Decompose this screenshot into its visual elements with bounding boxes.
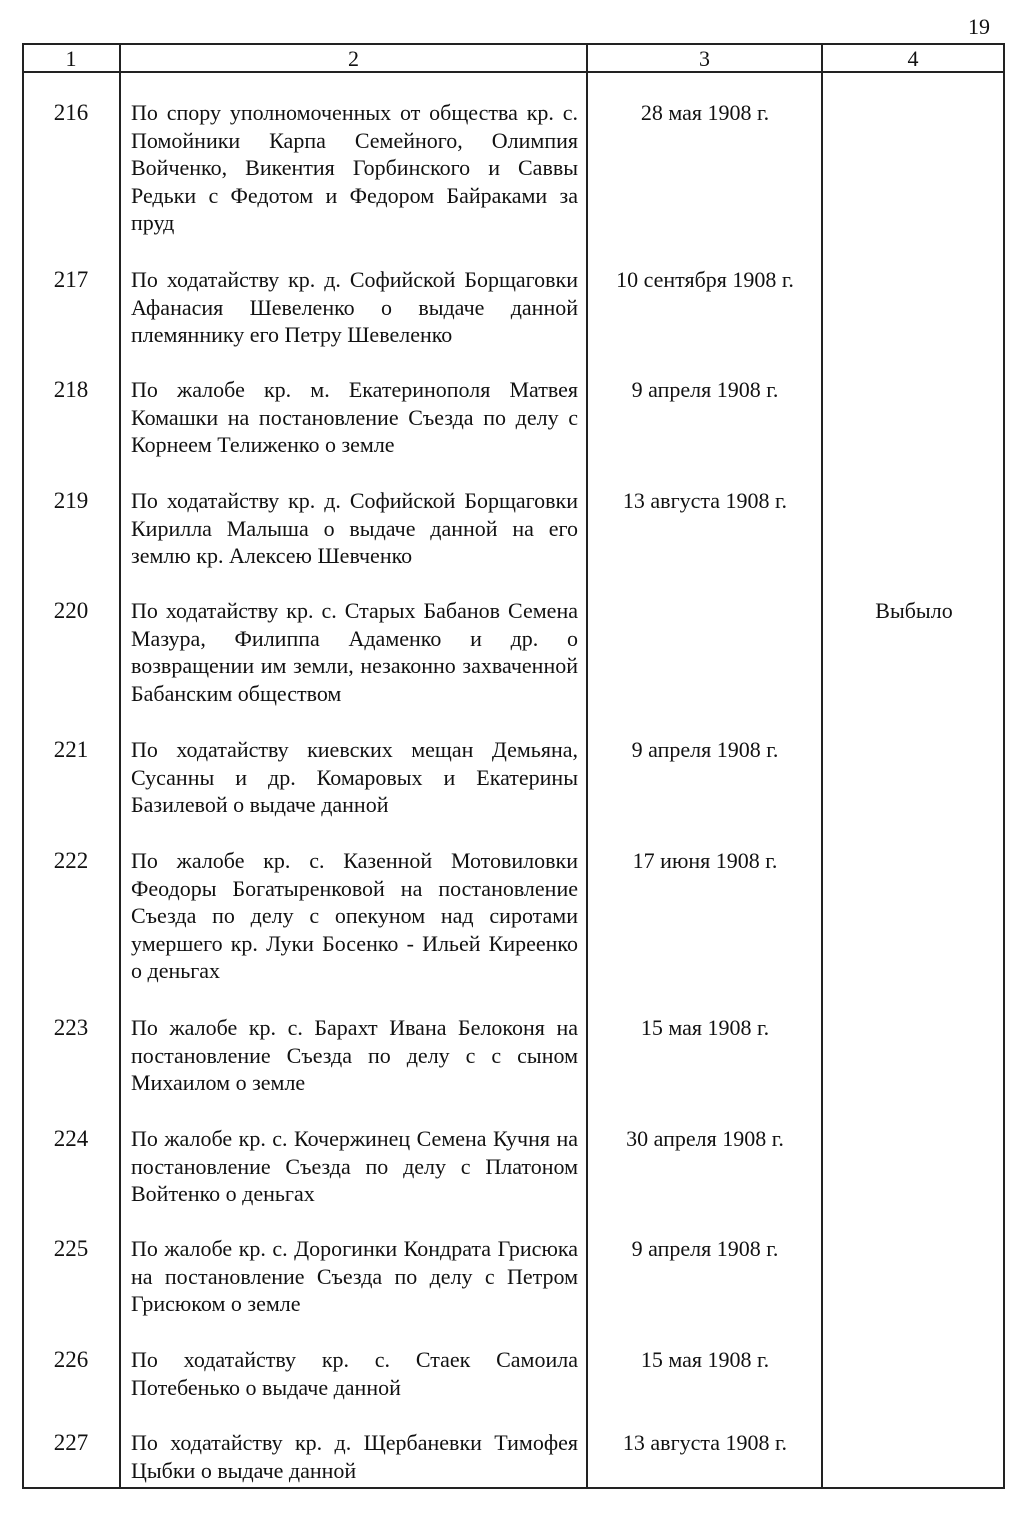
column-header-4: 4 — [907, 46, 919, 71]
row-number: 219 — [53, 488, 89, 513]
row-date: 15 мая 1908 г. — [640, 1015, 770, 1040]
row-date: 30 апреля 1908 г. — [626, 1126, 784, 1151]
row-date: 9 апреля 1908 г. — [631, 1236, 779, 1261]
row-date: 13 августа 1908 г. — [622, 488, 788, 513]
column-header-2: 2 — [348, 46, 359, 71]
column-border — [821, 44, 823, 1489]
column-border — [22, 44, 24, 1489]
row-number: 227 — [53, 1430, 89, 1455]
row-description: По жалобе кр. с. Кочержинец Семена Кучня на постановление Съезда по делу с Платоном Войтенко о деньгах — [131, 1126, 578, 1206]
column-header-1: 1 — [65, 46, 77, 71]
row-description: По жалобе кр. с. Барахт Ивана Белоконя на постановление Съезда по делу с с сыном Михаилом о земле — [131, 1015, 578, 1095]
row-date: 17 июня 1908 г. — [632, 848, 778, 873]
row-number: 223 — [53, 1015, 89, 1040]
row-description: По жалобе кр. м. Екатеринополя Матвея Комашки на постановление Съезда по делу с Корнеем Телиженко о земле — [131, 377, 578, 457]
row-description: По ходатайству кр. д. Софийской Борщаговки Афанасия Шевеленко о выдаче данной племяннику его Петру Шевеленко — [131, 267, 578, 347]
row-date: 9 апреля 1908 г. — [631, 377, 779, 402]
row-description: По спору уполномоченных от общества кр. с. Помойники Карпа Семейного, Олимпия Войченко, Викентия Горбинского и Саввы Редьки с Федотом и Федором Байраками за пруд — [131, 100, 578, 235]
row-description: По ходатайству кр. с. Старых Бабанов Семена Мазура, Филиппа Адаменко и др. о возвращении им земли, незаконно захваченной Бабанским обществом — [131, 598, 578, 706]
column-border — [586, 44, 588, 1489]
column-border — [1003, 44, 1005, 1489]
table-top-border — [22, 43, 1005, 45]
row-date: 13 августа 1908 г. — [622, 1430, 788, 1455]
row-number: 216 — [53, 100, 89, 125]
row-description: По ходатайству кр. д. Щербаневки Тимофея Цыбки о выдаче данной — [131, 1430, 578, 1483]
row-date: 28 мая 1908 г. — [640, 100, 770, 125]
column-border — [119, 44, 121, 1489]
row-number: 221 — [53, 737, 89, 762]
row-number: 220 — [53, 598, 89, 623]
row-description: По ходатайству кр. с. Стаек Самоила Потебенько о выдаче данной — [131, 1347, 578, 1400]
row-number: 224 — [53, 1126, 89, 1151]
row-description: По жалобе кр. с. Дорогинки Кондрата Грисюка на постановление Съезда по делу с Петром Грисюком о земле — [131, 1236, 578, 1316]
row-description: По ходатайству киевских мещан Демьяна, Сусанны и др. Комаровых и Екатерины Базилевой о выдаче данной — [131, 737, 578, 817]
row-number: 225 — [53, 1236, 89, 1261]
row-note: Выбыло — [875, 598, 953, 623]
row-number: 226 — [53, 1347, 89, 1372]
table-bottom-border — [22, 1487, 1005, 1489]
row-number: 217 — [53, 267, 89, 292]
row-date: 10 сентября 1908 г. — [616, 267, 794, 292]
row-number: 222 — [53, 848, 89, 873]
row-date: 15 мая 1908 г. — [640, 1347, 770, 1372]
page-number: 19 — [968, 14, 990, 39]
row-number: 218 — [53, 377, 89, 402]
row-description: По ходатайству кр. д. Софийской Борщаговки Кирилла Малыша о выдаче данной на его землю кр. Алексею Шевченко — [131, 488, 578, 568]
row-description: По жалобе кр. с. Казенной Мотовиловки Феодоры Богатыренковой на постановление Съезда по делу с опекуном над сиротами умершего кр. Луки Босенко - Ильей Киреенко о деньгах — [131, 848, 578, 983]
row-date: 9 апреля 1908 г. — [631, 737, 779, 762]
column-header-3: 3 — [699, 46, 710, 71]
